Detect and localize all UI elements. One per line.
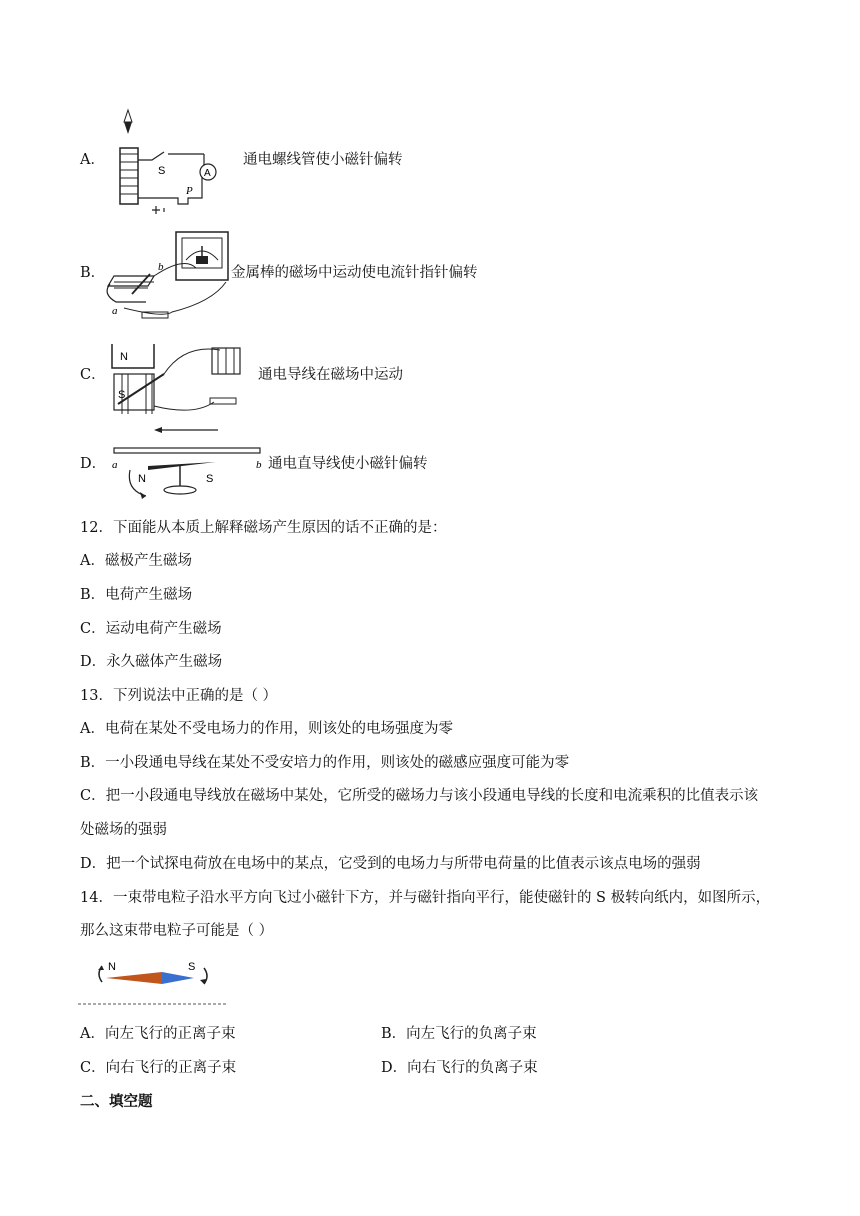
needle-s-label: S [188,961,196,973]
q14-stem-line2: 那么这束带电粒子可能是（ ） [80,923,274,939]
needle-s-half [162,972,194,984]
compass-needle-figure [78,956,230,1008]
option-b-letter: B． [80,265,106,281]
option-a-text: 通电螺线管使小磁针偏转 [243,152,403,168]
option-d-text: 通电直导线使小磁针偏转 [268,456,428,472]
section-heading: 二、填空题 [80,1093,153,1110]
rod-end-b-label: b [158,261,164,273]
option-b-text: 金属棒的磁场中运动使电流针指针偏转 [231,265,478,281]
q13-option-d: D．把一个试探电荷放在电场中的某点，它受到的电场力与所带电荷量的比值表示该点电场的强弱 [80,856,701,872]
magnet-s-label: S [118,389,126,401]
q12-stem: 12．下面能从本质上解释磁场产生原因的话不正确的是： [80,520,447,536]
q12-option-b: B．电荷产生磁场 [80,587,193,603]
option-a-letter: A． [80,152,105,168]
q12-option-d: D．永久磁体产生磁场 [80,654,223,670]
solenoid-compass-figure [108,108,228,216]
needle-n-label: N [138,473,146,485]
needle-n-label: N [108,961,116,973]
q14-option-a: A．向左飞行的正离子束 [80,1026,236,1042]
motor-effect-figure [108,340,258,420]
wire-end-b-label: b [256,459,262,471]
q14-option-b: B．向左飞行的负离子束 [381,1026,537,1042]
q14-option-d: D．向右飞行的负离子束 [381,1060,538,1076]
q13-option-a: A．电荷在某处不受电场力的作用，则该处的电场强度为零 [80,721,453,737]
q12-option-a: A．磁极产生磁场 [80,553,192,569]
needle-n-half [106,972,162,984]
rod-end-a-label: a [112,305,118,317]
q14-stem-line1: 14．一束带电粒子沿水平方向飞过小磁针下方，并与磁针指向平行，能使磁针的 S 极转向纸内，如图所示， [80,890,771,906]
switch-label: S [158,165,166,177]
oersted-figure [108,420,268,508]
q14-option-c: C．向右飞行的正离子束 [80,1060,237,1076]
q13-stem: 13．下列说法中正确的是（ ） [80,688,278,704]
option-c-text: 通电导线在磁场中运动 [258,367,403,383]
option-c-letter: C． [80,367,106,383]
galvanometer-figure [104,226,236,324]
ammeter-label: A [204,168,211,179]
wire-end-a-label: a [112,459,118,471]
q13-option-b: B．一小段通电导线在某处不受安培力的作用，则该处的磁感应强度可能为零 [80,755,570,771]
option-d-letter: D． [80,456,107,472]
q13-option-c: C．把一小段通电导线放在磁场中某处，它所受的磁场力与该小段通电导线的长度和电流乘积的比值表示该 [80,788,759,804]
needle-s-label: S [206,473,214,485]
q12-option-c: C．运动电荷产生磁场 [80,621,222,637]
q13-option-c-continued: 处磁场的强弱 [80,822,167,838]
slider-label: P [186,185,193,197]
magnet-n-label: N [120,351,128,363]
